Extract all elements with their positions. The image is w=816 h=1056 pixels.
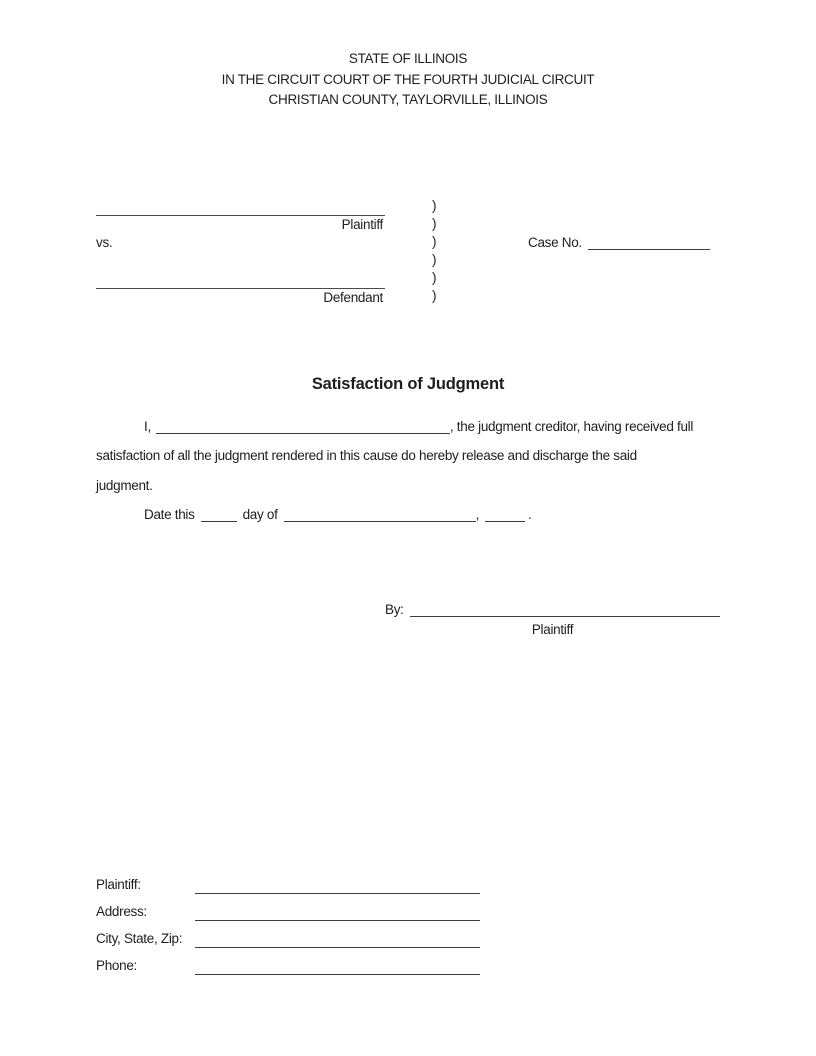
by-label: By: bbox=[385, 602, 404, 617]
header-court-line: IN THE CIRCUIT COURT OF THE FOURTH JUDICIAL CIRCUIT bbox=[221, 71, 595, 87]
contact-city-state-zip-blank bbox=[195, 926, 480, 948]
contact-phone-blank bbox=[195, 953, 480, 975]
body-line-1 bbox=[96, 412, 722, 441]
case-no-label: Case No. bbox=[528, 235, 582, 250]
contact-row-address bbox=[96, 899, 480, 926]
header-county-line: CHRISTIAN COUNTY, TAYLORVILLE, ILLINOIS bbox=[268, 92, 548, 108]
body-intro-prefix: I, bbox=[144, 419, 151, 434]
caption-paren: ) bbox=[432, 234, 437, 249]
caption-paren: ) bbox=[432, 270, 437, 285]
creditor-name-blank bbox=[156, 420, 450, 434]
plaintiff-label: Plaintiff bbox=[341, 217, 383, 232]
caption-paren: ) bbox=[432, 216, 437, 231]
caption-paren: ) bbox=[432, 252, 437, 267]
date-period: . bbox=[528, 507, 532, 523]
defendant-name-blank bbox=[96, 270, 385, 289]
contact-phone-label: Phone: bbox=[96, 957, 137, 973]
document-title: Satisfaction of Judgment bbox=[311, 375, 505, 393]
contact-row-plaintiff bbox=[96, 872, 480, 899]
caption-paren: ) bbox=[432, 288, 437, 303]
case-no-blank bbox=[588, 236, 710, 250]
date-mid: day of bbox=[242, 507, 278, 523]
plaintiff-name-blank bbox=[96, 197, 385, 216]
date-year-blank bbox=[485, 508, 525, 522]
vs-label: vs. bbox=[96, 235, 113, 250]
body-line-3: judgment. bbox=[96, 477, 153, 493]
case-number-field bbox=[528, 233, 710, 251]
date-line bbox=[96, 500, 722, 529]
signer-label: Plaintiff bbox=[531, 622, 574, 637]
contact-row-city-state-zip bbox=[96, 926, 480, 953]
header-state-line: STATE OF ILLINOIS bbox=[348, 51, 468, 66]
date-prefix: Date this bbox=[144, 507, 195, 523]
caption-spacer bbox=[96, 252, 385, 270]
date-comma: , bbox=[475, 507, 480, 523]
defendant-label: Defendant bbox=[323, 290, 383, 305]
caption-paren: ) bbox=[432, 198, 437, 213]
signature-line bbox=[385, 600, 720, 618]
body-intro-suffix: , the judgment creditor, having received full bbox=[449, 419, 694, 434]
signature-blank bbox=[410, 603, 720, 617]
contact-row-phone bbox=[96, 953, 480, 980]
date-day-blank bbox=[201, 508, 237, 522]
body-line-2: satisfaction of all the judgment rendered in this cause do hereby release and discharge the said bbox=[96, 448, 637, 464]
court-header bbox=[0, 49, 816, 111]
contact-block bbox=[96, 872, 480, 980]
caption-parties bbox=[96, 197, 385, 307]
signature-block bbox=[385, 600, 720, 639]
body-paragraph bbox=[96, 412, 722, 530]
contact-plaintiff-label: Plaintiff: bbox=[96, 877, 141, 892]
contact-address-label: Address: bbox=[96, 903, 147, 919]
date-month-blank bbox=[284, 508, 476, 522]
contact-plaintiff-blank bbox=[195, 872, 480, 894]
case-caption bbox=[96, 197, 720, 305]
caption-paren-column bbox=[432, 197, 436, 305]
contact-city-state-zip-label: City, State, Zip: bbox=[96, 930, 183, 946]
contact-address-blank bbox=[195, 899, 480, 921]
